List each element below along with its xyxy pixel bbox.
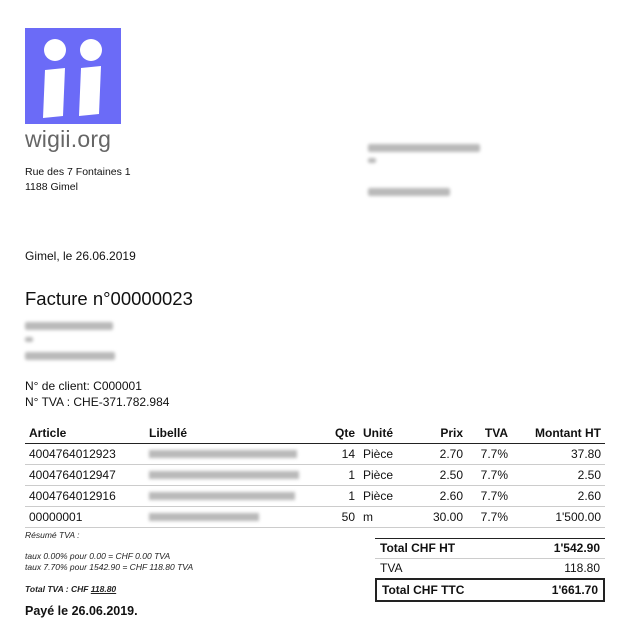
- client-line-redacted: [25, 337, 33, 342]
- cell-prix: 2.60: [417, 486, 467, 507]
- vat-summary-line2: taux 7.70% pour 1542.90 = CHF 118.80 TVA: [25, 562, 194, 572]
- header-tva: TVA: [467, 423, 512, 444]
- total-ht-value: 1'542.90: [553, 541, 600, 555]
- cell-tva: 7.7%: [467, 444, 512, 465]
- cell-montant: 1'500.00: [512, 507, 605, 528]
- cell-unite: m: [359, 507, 417, 528]
- vat-summary-total: [25, 584, 116, 594]
- header-libelle: Libellé: [145, 423, 327, 444]
- tva-row: [375, 558, 605, 578]
- items-table: [25, 423, 605, 528]
- paid-note: Payé le 26.06.2019.: [25, 604, 138, 618]
- cell-libelle-redacted: [145, 444, 327, 465]
- cell-qte: 1: [327, 465, 359, 486]
- place-date: Gimel, le 26.06.2019: [25, 249, 136, 263]
- cell-montant: 37.80: [512, 444, 605, 465]
- wigii-logo-icon: [25, 28, 121, 124]
- recipient-line-redacted: [368, 158, 376, 163]
- cell-libelle-redacted: [145, 465, 327, 486]
- cell-libelle-redacted: [145, 507, 327, 528]
- tva-label: TVA: [380, 561, 403, 575]
- company-street: Rue des 7 Fontaines 1: [25, 166, 131, 178]
- cell-prix: 2.70: [417, 444, 467, 465]
- table-row: [25, 465, 605, 486]
- logo-wordmark: wigii.org: [25, 126, 112, 152]
- header-unite: Unité: [359, 423, 417, 444]
- company-logo: [25, 28, 121, 124]
- cell-unite: Pièce: [359, 444, 417, 465]
- vat-total-value: 118.80: [90, 584, 117, 594]
- header-prix: Prix: [417, 423, 467, 444]
- header-article: Article: [25, 423, 145, 444]
- header-qte: Qte: [327, 423, 359, 444]
- company-city: 1188 Gimel: [25, 181, 78, 193]
- recipient-name-redacted: [368, 144, 480, 152]
- invoice-title: Facture n°00000023: [25, 288, 193, 309]
- client-name-redacted: [25, 322, 113, 330]
- vat-summary-title: Résumé TVA :: [25, 530, 80, 540]
- total-ttc-value: 1'661.70: [551, 583, 598, 597]
- cell-tva: 7.7%: [467, 465, 512, 486]
- cell-article: 4004764012947: [25, 465, 145, 486]
- total-ttc-row: [375, 578, 605, 602]
- cell-montant: 2.50: [512, 465, 605, 486]
- vat-total-label: Total TVA : CHF: [25, 584, 91, 594]
- cell-article: 4004764012923: [25, 444, 145, 465]
- cell-article: 00000001: [25, 507, 145, 528]
- cell-qte: 50: [327, 507, 359, 528]
- cell-libelle-redacted: [145, 486, 327, 507]
- table-row: [25, 444, 605, 465]
- cell-unite: Pièce: [359, 465, 417, 486]
- header-montant: Montant HT: [512, 423, 605, 444]
- table-row: [25, 486, 605, 507]
- client-city-redacted: [25, 352, 115, 360]
- tva-value: 118.80: [564, 561, 600, 575]
- cell-prix: 30.00: [417, 507, 467, 528]
- vat-number: N° TVA : CHE-371.782.984: [25, 395, 170, 409]
- cell-tva: 7.7%: [467, 507, 512, 528]
- cell-qte: 14: [327, 444, 359, 465]
- client-number: N° de client: C000001: [25, 379, 142, 393]
- cell-unite: Pièce: [359, 486, 417, 507]
- total-ttc-label: Total CHF TTC: [382, 583, 465, 597]
- total-ht-row: [375, 538, 605, 558]
- table-row: [25, 507, 605, 528]
- cell-article: 4004764012916: [25, 486, 145, 507]
- cell-tva: 7.7%: [467, 486, 512, 507]
- cell-montant: 2.60: [512, 486, 605, 507]
- total-ht-label: Total CHF HT: [380, 541, 456, 555]
- vat-summary-line1: taux 0.00% pour 0.00 = CHF 0.00 TVA: [25, 551, 171, 561]
- recipient-city-redacted: [368, 188, 450, 196]
- totals-block: [375, 538, 605, 602]
- cell-prix: 2.50: [417, 465, 467, 486]
- table-header-row: [25, 423, 605, 444]
- cell-qte: 1: [327, 486, 359, 507]
